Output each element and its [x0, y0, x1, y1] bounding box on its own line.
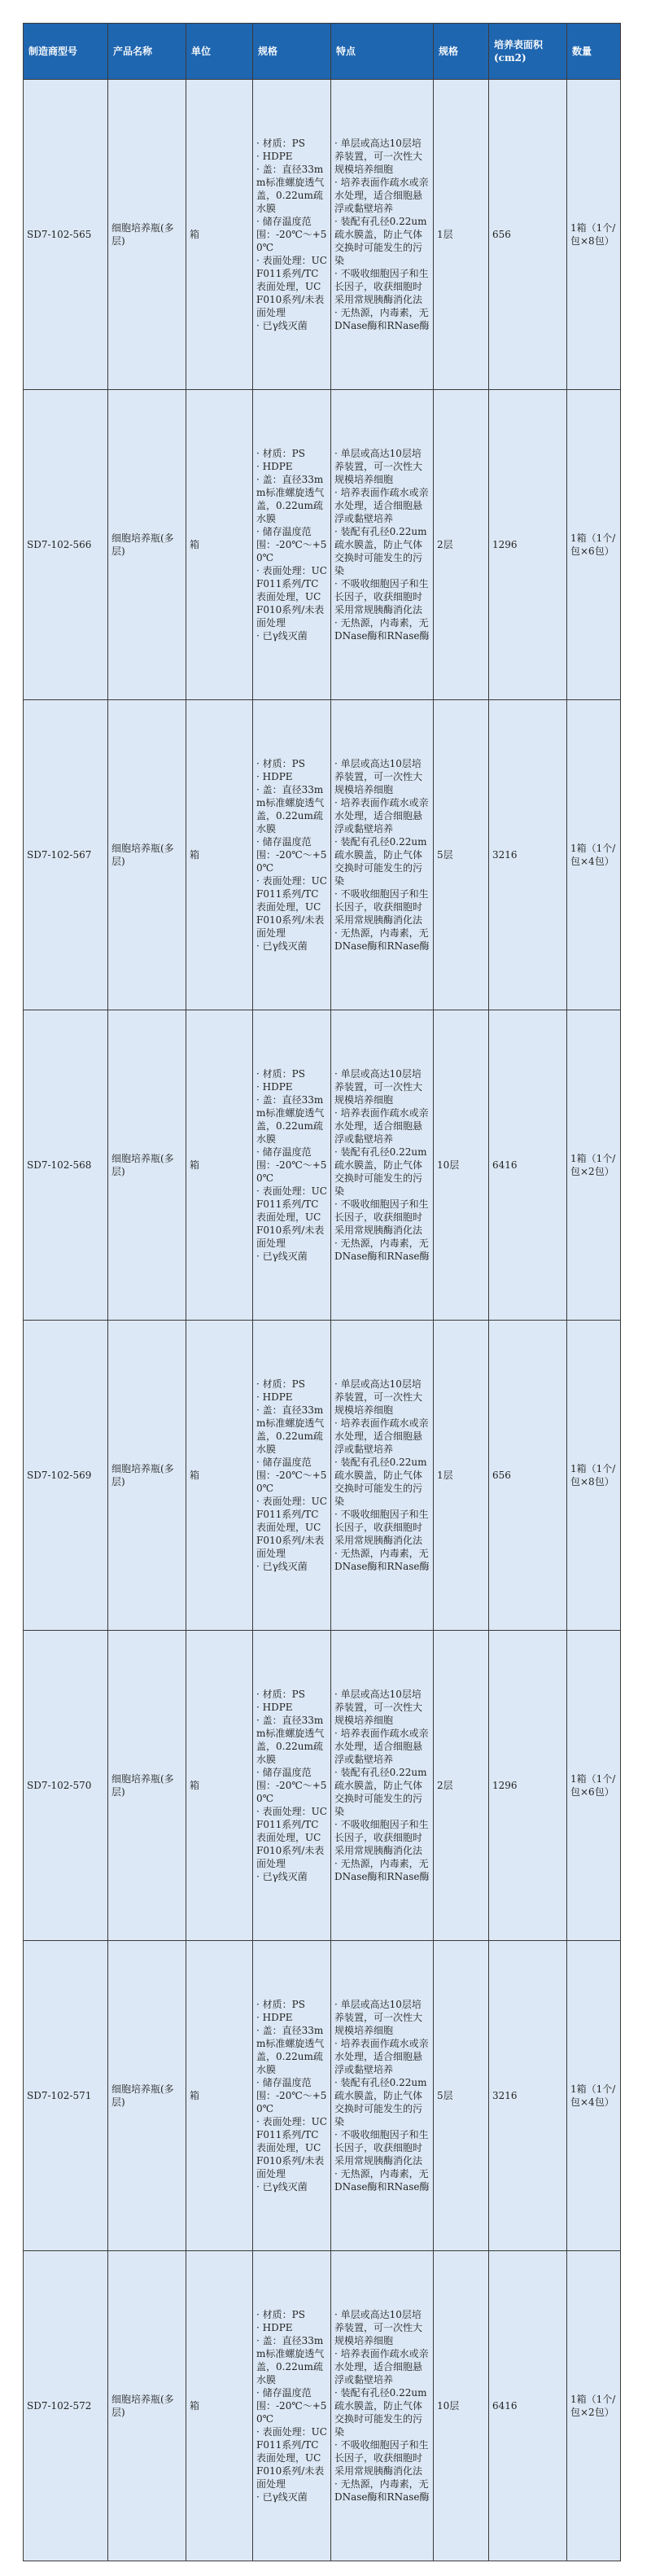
cell-unit: 箱	[186, 1631, 253, 1941]
feature-line: · 不吸收细胞因子和生长因子，收获细胞时采用常规胰酶消化法	[334, 578, 429, 616]
spec-line: · 储存温度范围：-20℃～+50℃	[256, 1146, 327, 1184]
spec-line: · 储存温度范围：-20℃～+50℃	[256, 836, 327, 874]
cell-unit: 箱	[186, 700, 253, 1010]
feature-line: · 不吸收细胞因子和生长因子，收获细胞时采用常规胰酶消化法	[334, 268, 429, 305]
feature-line: · 装配有孔径0.22um疏水膜盖，防止气体交换时可能发生的污染	[334, 836, 427, 887]
spec-line: · 盖：直径33mm标准螺旋透气盖，0.22um疏水膜	[256, 164, 325, 214]
cell-product-name: 细胞培养瓶(多层)	[108, 1631, 186, 1941]
cell-model: SD7-102-566	[24, 390, 108, 700]
spec-line: · 已γ线灭菌	[256, 1561, 308, 1572]
spec-line: · 储存温度范围：-20℃～+50℃	[256, 216, 327, 253]
cell-unit: 箱	[186, 390, 253, 700]
spec-line: · HDPE	[256, 771, 293, 782]
spec-line: · HDPE	[256, 2322, 293, 2333]
spec-line: · 材质：PS	[256, 1068, 305, 1080]
cell-culture-area: 3216	[489, 700, 567, 1010]
feature-line: · 无热源，内毒素，无DNase酶和RNase酶	[334, 1548, 430, 1572]
cell-culture-area: 3216	[489, 1941, 567, 2251]
spec-line: · 盖：直径33mm标准螺旋透气盖，0.22um疏水膜	[256, 1404, 325, 1455]
cell-features	[331, 700, 434, 1010]
cell-quantity: 1箱（1个/包×8包）	[567, 1321, 621, 1631]
feature-line: · 无热源，内毒素，无DNase酶和RNase酶	[334, 2168, 430, 2193]
cell-specification	[253, 390, 331, 700]
cell-unit: 箱	[186, 2251, 253, 2561]
feature-line: · 不吸收细胞因子和生长因子，收获细胞时采用常规胰酶消化法	[334, 2129, 429, 2166]
header-product-name: 产品名称	[108, 24, 186, 80]
feature-line: · 培养表面作疏水或亲水处理，适合细胞悬浮或黏壁培养	[334, 1417, 429, 1455]
table-row	[24, 2251, 621, 2561]
spec-line: · HDPE	[256, 151, 293, 162]
cell-features	[331, 1631, 434, 1941]
cell-product-name: 细胞培养瓶(多层)	[108, 1321, 186, 1631]
cell-specification	[253, 80, 331, 390]
spec-line: · 表面处理：UCF011系列/TC表面处理，UCF010系列/未表面处理	[256, 1496, 327, 1559]
feature-line: · 无热源，内毒素，无DNase酶和RNase酶	[334, 1858, 430, 1882]
cell-culture-area: 656	[489, 1321, 567, 1631]
feature-line: · 单层或高达10层培养装置，可一次性大规模培养细胞	[334, 138, 423, 175]
feature-line: · 培养表面作疏水或亲水处理，适合细胞悬浮或黏壁培养	[334, 1728, 429, 1765]
cell-product-name: 细胞培养瓶(多层)	[108, 2251, 186, 2561]
cell-culture-area: 1296	[489, 390, 567, 700]
cell-model: SD7-102-572	[24, 2251, 108, 2561]
feature-line: · 装配有孔径0.22um疏水膜盖，防止气体交换时可能发生的污染	[334, 2387, 427, 2438]
header-quantity: 数量	[567, 24, 621, 80]
cell-model: SD7-102-567	[24, 700, 108, 1010]
spec-line: · 已γ线灭菌	[256, 1251, 308, 1262]
spec-line: · 盖：直径33mm标准螺旋透气盖，0.22um疏水膜	[256, 2025, 325, 2075]
spec-line: · 已γ线灭菌	[256, 1871, 308, 1882]
spec-line: · 已γ线灭菌	[256, 320, 308, 331]
feature-line: · 培养表面作疏水或亲水处理，适合细胞悬浮或黏壁培养	[334, 797, 429, 835]
cell-features	[331, 1010, 434, 1321]
spec-line: · 材质：PS	[256, 1378, 305, 1390]
table-row	[24, 390, 621, 700]
feature-line: · 培养表面作疏水或亲水处理，适合细胞悬浮或黏壁培养	[334, 2348, 429, 2385]
feature-line: · 不吸收细胞因子和生长因子，收获细胞时采用常规胰酶消化法	[334, 1509, 429, 1546]
spec-line: · 表面处理：UCF011系列/TC表面处理，UCF010系列/未表面处理	[256, 1185, 327, 1249]
table-row	[24, 1321, 621, 1631]
cell-product-name: 细胞培养瓶(多层)	[108, 390, 186, 700]
spec-line: · 材质：PS	[256, 1999, 305, 2010]
product-table	[23, 23, 621, 2561]
spec-line: · 储存温度范围：-20℃～+50℃	[256, 1457, 327, 1494]
cell-quantity: 1箱（1个/包×8包）	[567, 80, 621, 390]
header-model: 制造商型号	[24, 24, 108, 80]
spec-line: · 表面处理：UCF011系列/TC表面处理，UCF010系列/未表面处理	[256, 255, 327, 318]
feature-line: · 培养表面作疏水或亲水处理，适合细胞悬浮或黏壁培养	[334, 487, 429, 524]
cell-features	[331, 2251, 434, 2561]
cell-culture-area: 1296	[489, 1631, 567, 1941]
feature-line: · 装配有孔径0.22um疏水膜盖，防止气体交换时可能发生的污染	[334, 1767, 427, 1817]
spec-line: · HDPE	[256, 461, 293, 472]
spec-line: · 表面处理：UCF011系列/TC表面处理，UCF010系列/未表面处理	[256, 2426, 327, 2490]
cell-model: SD7-102-565	[24, 80, 108, 390]
table-row	[24, 1010, 621, 1321]
feature-line: · 培养表面作疏水或亲水处理，适合细胞悬浮或黏壁培养	[334, 1107, 429, 1145]
cell-specification	[253, 2251, 331, 2561]
cell-model: SD7-102-568	[24, 1010, 108, 1321]
feature-line: · 单层或高达10层培养装置，可一次性大规模培养细胞	[334, 448, 423, 485]
spec-line: · 材质：PS	[256, 2309, 305, 2320]
cell-unit: 箱	[186, 1010, 253, 1321]
feature-line: · 单层或高达10层培养装置，可一次性大规模培养细胞	[334, 1689, 423, 1726]
cell-features	[331, 80, 434, 390]
cell-quantity: 1箱（1个/包×2包）	[567, 2251, 621, 2561]
cell-specification	[253, 700, 331, 1010]
feature-line: · 单层或高达10层培养装置，可一次性大规模培养细胞	[334, 1999, 423, 2036]
spec-line: · 已γ线灭菌	[256, 2491, 308, 2503]
feature-line: · 单层或高达10层培养装置，可一次性大规模培养细胞	[334, 758, 423, 795]
header-layers: 规格	[434, 24, 489, 80]
spec-line: · 表面处理：UCF011系列/TC表面处理，UCF010系列/未表面处理	[256, 1806, 327, 1869]
spec-line: · 盖：直径33mm标准螺旋透气盖，0.22um疏水膜	[256, 1094, 325, 1145]
spec-line: · HDPE	[256, 1702, 293, 1713]
cell-model: SD7-102-569	[24, 1321, 108, 1631]
cell-product-name: 细胞培养瓶(多层)	[108, 700, 186, 1010]
cell-layers: 2层	[434, 390, 489, 700]
spec-line: · 已γ线灭菌	[256, 2181, 308, 2193]
cell-quantity: 1箱（1个/包×6包）	[567, 1631, 621, 1941]
cell-culture-area: 6416	[489, 1010, 567, 1321]
table-row	[24, 1941, 621, 2251]
feature-line: · 单层或高达10层培养装置，可一次性大规模培养细胞	[334, 1378, 423, 1416]
table-header-row	[24, 24, 621, 80]
feature-line: · 装配有孔径0.22um疏水膜盖，防止气体交换时可能发生的污染	[334, 2077, 427, 2127]
spec-line: · 材质：PS	[256, 1689, 305, 1700]
cell-specification	[253, 1631, 331, 1941]
feature-line: · 不吸收细胞因子和生长因子，收获细胞时采用常规胰酶消化法	[334, 2439, 429, 2477]
cell-unit: 箱	[186, 80, 253, 390]
feature-line: · 装配有孔径0.22um疏水膜盖，防止气体交换时可能发生的污染	[334, 1146, 427, 1197]
cell-specification	[253, 1321, 331, 1631]
spec-line: · HDPE	[256, 1081, 293, 1093]
cell-unit: 箱	[186, 1941, 253, 2251]
header-unit: 单位	[186, 24, 253, 80]
feature-line: · 不吸收细胞因子和生长因子，收获细胞时采用常规胰酶消化法	[334, 1819, 429, 1856]
cell-quantity: 1箱（1个/包×6包）	[567, 390, 621, 700]
feature-line: · 装配有孔径0.22um疏水膜盖，防止气体交换时可能发生的污染	[334, 1457, 427, 1507]
cell-features	[331, 1321, 434, 1631]
cell-specification	[253, 1941, 331, 2251]
feature-line: · 无热源，内毒素，无DNase酶和RNase酶	[334, 617, 430, 642]
cell-quantity: 1箱（1个/包×4包）	[567, 1941, 621, 2251]
cell-layers: 10层	[434, 1010, 489, 1321]
table-row	[24, 700, 621, 1010]
table-row	[24, 1631, 621, 1941]
spec-line: · 材质：PS	[256, 138, 305, 149]
cell-product-name: 细胞培养瓶(多层)	[108, 1941, 186, 2251]
feature-line: · 装配有孔径0.22um疏水膜盖，防止气体交换时可能发生的污染	[334, 526, 427, 576]
spec-line: · 盖：直径33mm标准螺旋透气盖，0.22um疏水膜	[256, 784, 325, 835]
cell-layers: 10层	[434, 2251, 489, 2561]
feature-line: · 单层或高达10层培养装置，可一次性大规模培养细胞	[334, 2309, 423, 2346]
header-culture-area: 培养表面积(cm2)	[489, 24, 567, 80]
cell-culture-area: 6416	[489, 2251, 567, 2561]
cell-layers: 5层	[434, 700, 489, 1010]
spec-line: · 已γ线灭菌	[256, 630, 308, 642]
cell-layers: 1层	[434, 80, 489, 390]
header-specification: 规格	[253, 24, 331, 80]
spec-line: · 表面处理：UCF011系列/TC表面处理，UCF010系列/未表面处理	[256, 2116, 327, 2180]
spec-line: · 盖：直径33mm标准螺旋透气盖，0.22um疏水膜	[256, 2335, 325, 2385]
cell-layers: 2层	[434, 1631, 489, 1941]
spec-line: · 材质：PS	[256, 448, 305, 459]
spec-line: · 表面处理：UCF011系列/TC表面处理，UCF010系列/未表面处理	[256, 565, 327, 629]
cell-quantity: 1箱（1个/包×4包）	[567, 700, 621, 1010]
header-features: 特点	[331, 24, 434, 80]
cell-features	[331, 1941, 434, 2251]
cell-features	[331, 390, 434, 700]
cell-unit: 箱	[186, 1321, 253, 1631]
cell-product-name: 细胞培养瓶(多层)	[108, 1010, 186, 1321]
spec-line: · 已γ线灭菌	[256, 940, 308, 952]
spec-line: · 储存温度范围：-20℃～+50℃	[256, 526, 327, 563]
spec-line: · 材质：PS	[256, 758, 305, 769]
spec-line: · 储存温度范围：-20℃～+50℃	[256, 2077, 327, 2114]
feature-line: · 不吸收细胞因子和生长因子，收获细胞时采用常规胰酶消化法	[334, 1198, 429, 1236]
spec-line: · HDPE	[256, 2012, 293, 2023]
spec-line: · 储存温度范围：-20℃～+50℃	[256, 2387, 327, 2425]
spec-line: · 盖：直径33mm标准螺旋透气盖，0.22um疏水膜	[256, 1715, 325, 1765]
spec-line: · 储存温度范围：-20℃～+50℃	[256, 1767, 327, 1804]
spec-line: · HDPE	[256, 1391, 293, 1403]
cell-layers: 5层	[434, 1941, 489, 2251]
cell-model: SD7-102-571	[24, 1941, 108, 2251]
spec-line: · 盖：直径33mm标准螺旋透气盖，0.22um疏水膜	[256, 474, 325, 524]
cell-model: SD7-102-570	[24, 1631, 108, 1941]
cell-quantity: 1箱（1个/包×2包）	[567, 1010, 621, 1321]
feature-line: · 装配有孔径0.22um疏水膜盖，防止气体交换时可能发生的污染	[334, 216, 427, 266]
product-table-container	[23, 23, 620, 2561]
feature-line: · 不吸收细胞因子和生长因子，收获细胞时采用常规胰酶消化法	[334, 888, 429, 926]
feature-line: · 培养表面作疏水或亲水处理，适合细胞悬浮或黏壁培养	[334, 177, 429, 214]
spec-line: · 表面处理：UCF011系列/TC表面处理，UCF010系列/未表面处理	[256, 875, 327, 939]
cell-specification	[253, 1010, 331, 1321]
cell-product-name: 细胞培养瓶(多层)	[108, 80, 186, 390]
feature-line: · 无热源，内毒素，无DNase酶和RNase酶	[334, 307, 430, 331]
cell-culture-area: 656	[489, 80, 567, 390]
feature-line: · 无热源，内毒素，无DNase酶和RNase酶	[334, 927, 430, 952]
feature-line: · 无热源，内毒素，无DNase酶和RNase酶	[334, 1238, 430, 1262]
feature-line: · 培养表面作疏水或亲水处理，适合细胞悬浮或黏壁培养	[334, 2038, 429, 2075]
table-row	[24, 80, 621, 390]
feature-line: · 无热源，内毒素，无DNase酶和RNase酶	[334, 2478, 430, 2503]
cell-layers: 1层	[434, 1321, 489, 1631]
feature-line: · 单层或高达10层培养装置，可一次性大规模培养细胞	[334, 1068, 423, 1106]
